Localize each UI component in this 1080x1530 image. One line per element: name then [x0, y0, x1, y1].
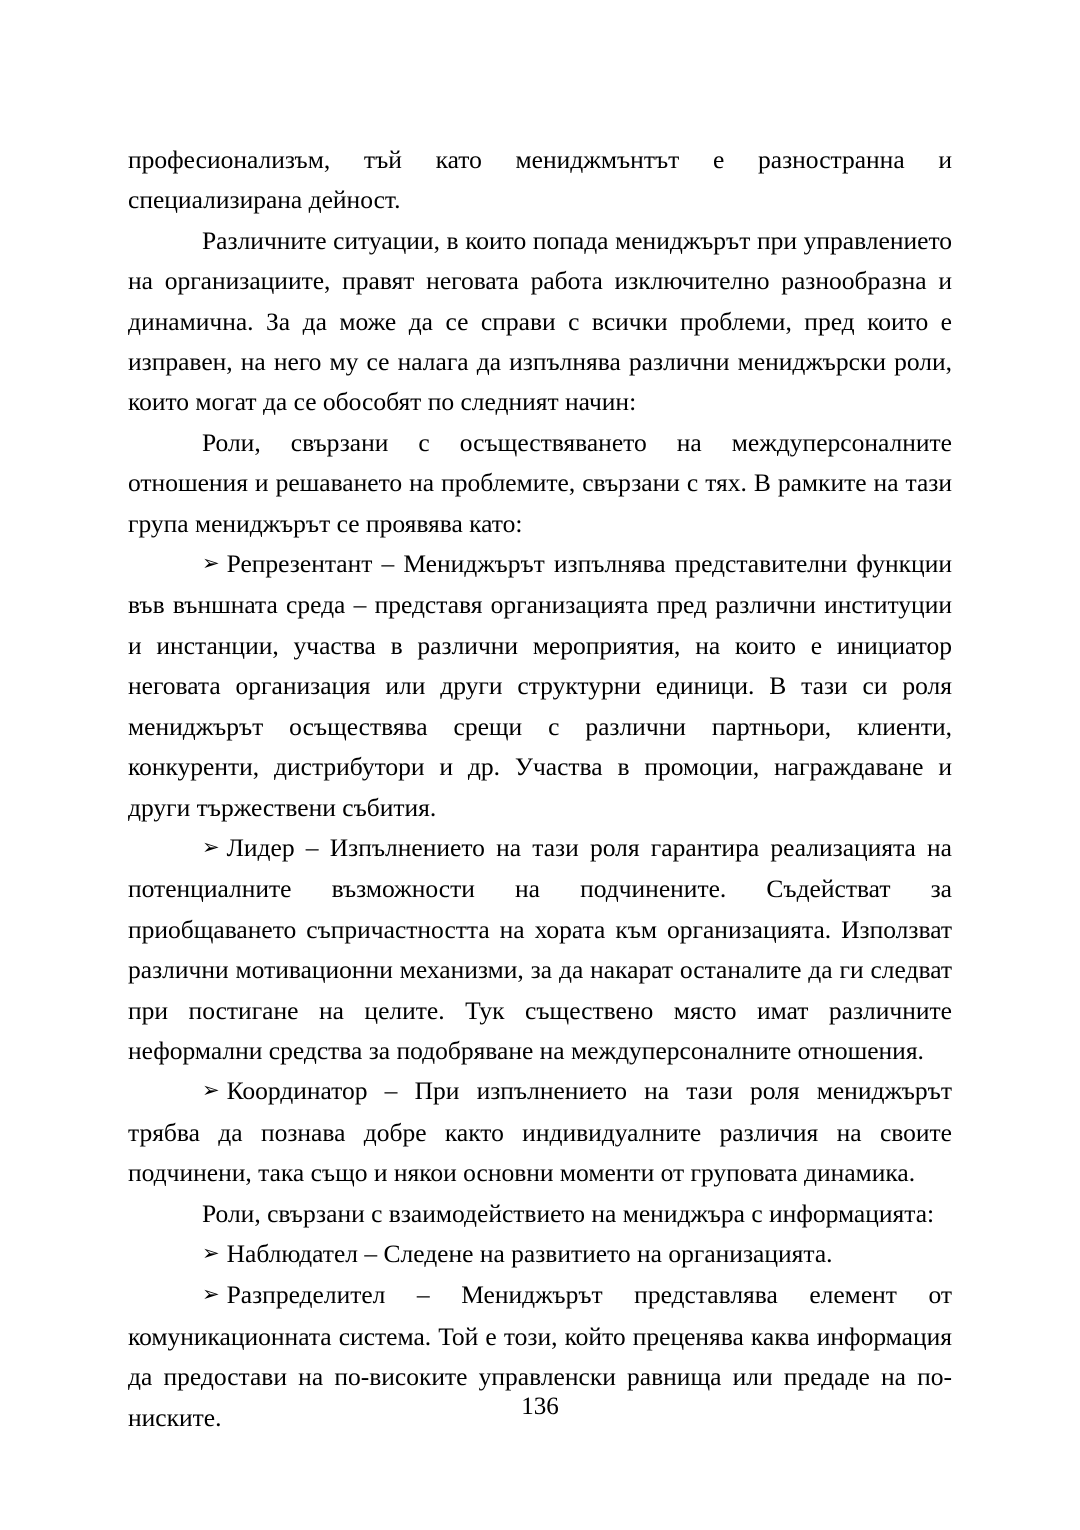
arrow-bullet-icon: ➢ — [202, 551, 220, 576]
paragraph-text: Разпределител – Мениджърът представлява елемент от комуникационната система. Той е този, който преценява каква информация да предостави на по-високите управленски равнища или предаде на по-ниските. — [128, 1280, 952, 1432]
paragraph: Роли, свързани с взаимодействието на мениджъра с информацията: — [202, 1198, 935, 1228]
bullet-paragraph — [128, 1071, 952, 1193]
paragraph-text: Лидер – Изпълнението на тази роля гарантира реализацията на потенциалните възможности на подчинените. Съдействат за приобщаването съпричастността на хората към организацията. Използват различни мотивационни механизми, за да накарат останалите да ги следват при постигане на целите. Тук съществено място имат различните неформални средства за подобряване на междуперсоналните отношения. — [128, 832, 952, 1065]
bullet-paragraph — [128, 1234, 952, 1275]
paragraph-text: Наблюдател – Следене на развитието на организацията. — [226, 1238, 833, 1268]
arrow-bullet-icon: ➢ — [202, 1240, 220, 1265]
paragraph: Различните ситуации, в които попада мениджърът при управлението на организациите, правят неговата работа изключително разнообразна и динамична. За да може да се справи с всички проблеми, пред които е изправен, на него му се налага да изпълнява различни мениджърски роли, които могат да се обособят по следният начин: — [128, 225, 952, 417]
arrow-bullet-icon: ➢ — [202, 834, 220, 859]
arrow-bullet-icon: ➢ — [202, 1078, 220, 1103]
page-number: 136 — [521, 1393, 559, 1420]
arrow-bullet-icon: ➢ — [202, 1282, 220, 1307]
bullet-paragraph — [128, 828, 952, 1071]
page-body — [128, 140, 952, 1438]
bullet-paragraph — [128, 544, 952, 828]
paragraph: Роли, свързани с осъществяването на междуперсоналните отношения и решаването на проблемите, свързани с тях. В рамките на тази група мениджърът се проявява като: — [128, 427, 952, 538]
paragraph-text: Координатор – При изпълнението на тази роля мениджърът трябва да познава добре както индивидуалните различия на своите подчинени, така също и някои основни моменти от груповата динамика. — [128, 1076, 952, 1188]
paragraph: професионализъм, тъй като мениджмънтът е разностранна и специализирана дейност. — [128, 145, 952, 215]
paragraph-text: Репрезентант – Мениджърът изпълнява представителни функции във външната среда – представя организацията пред различни институции и инстанции, участва в различни мероприятия, на които е инициатор неговата организация или други структурни единици. В тази си роля мениджърът осъществява срещи с различни партньори, клиенти, конкуренти, дистрибутори и др. Участва в промоции, награждаване и други тържествени събития. — [128, 549, 952, 822]
